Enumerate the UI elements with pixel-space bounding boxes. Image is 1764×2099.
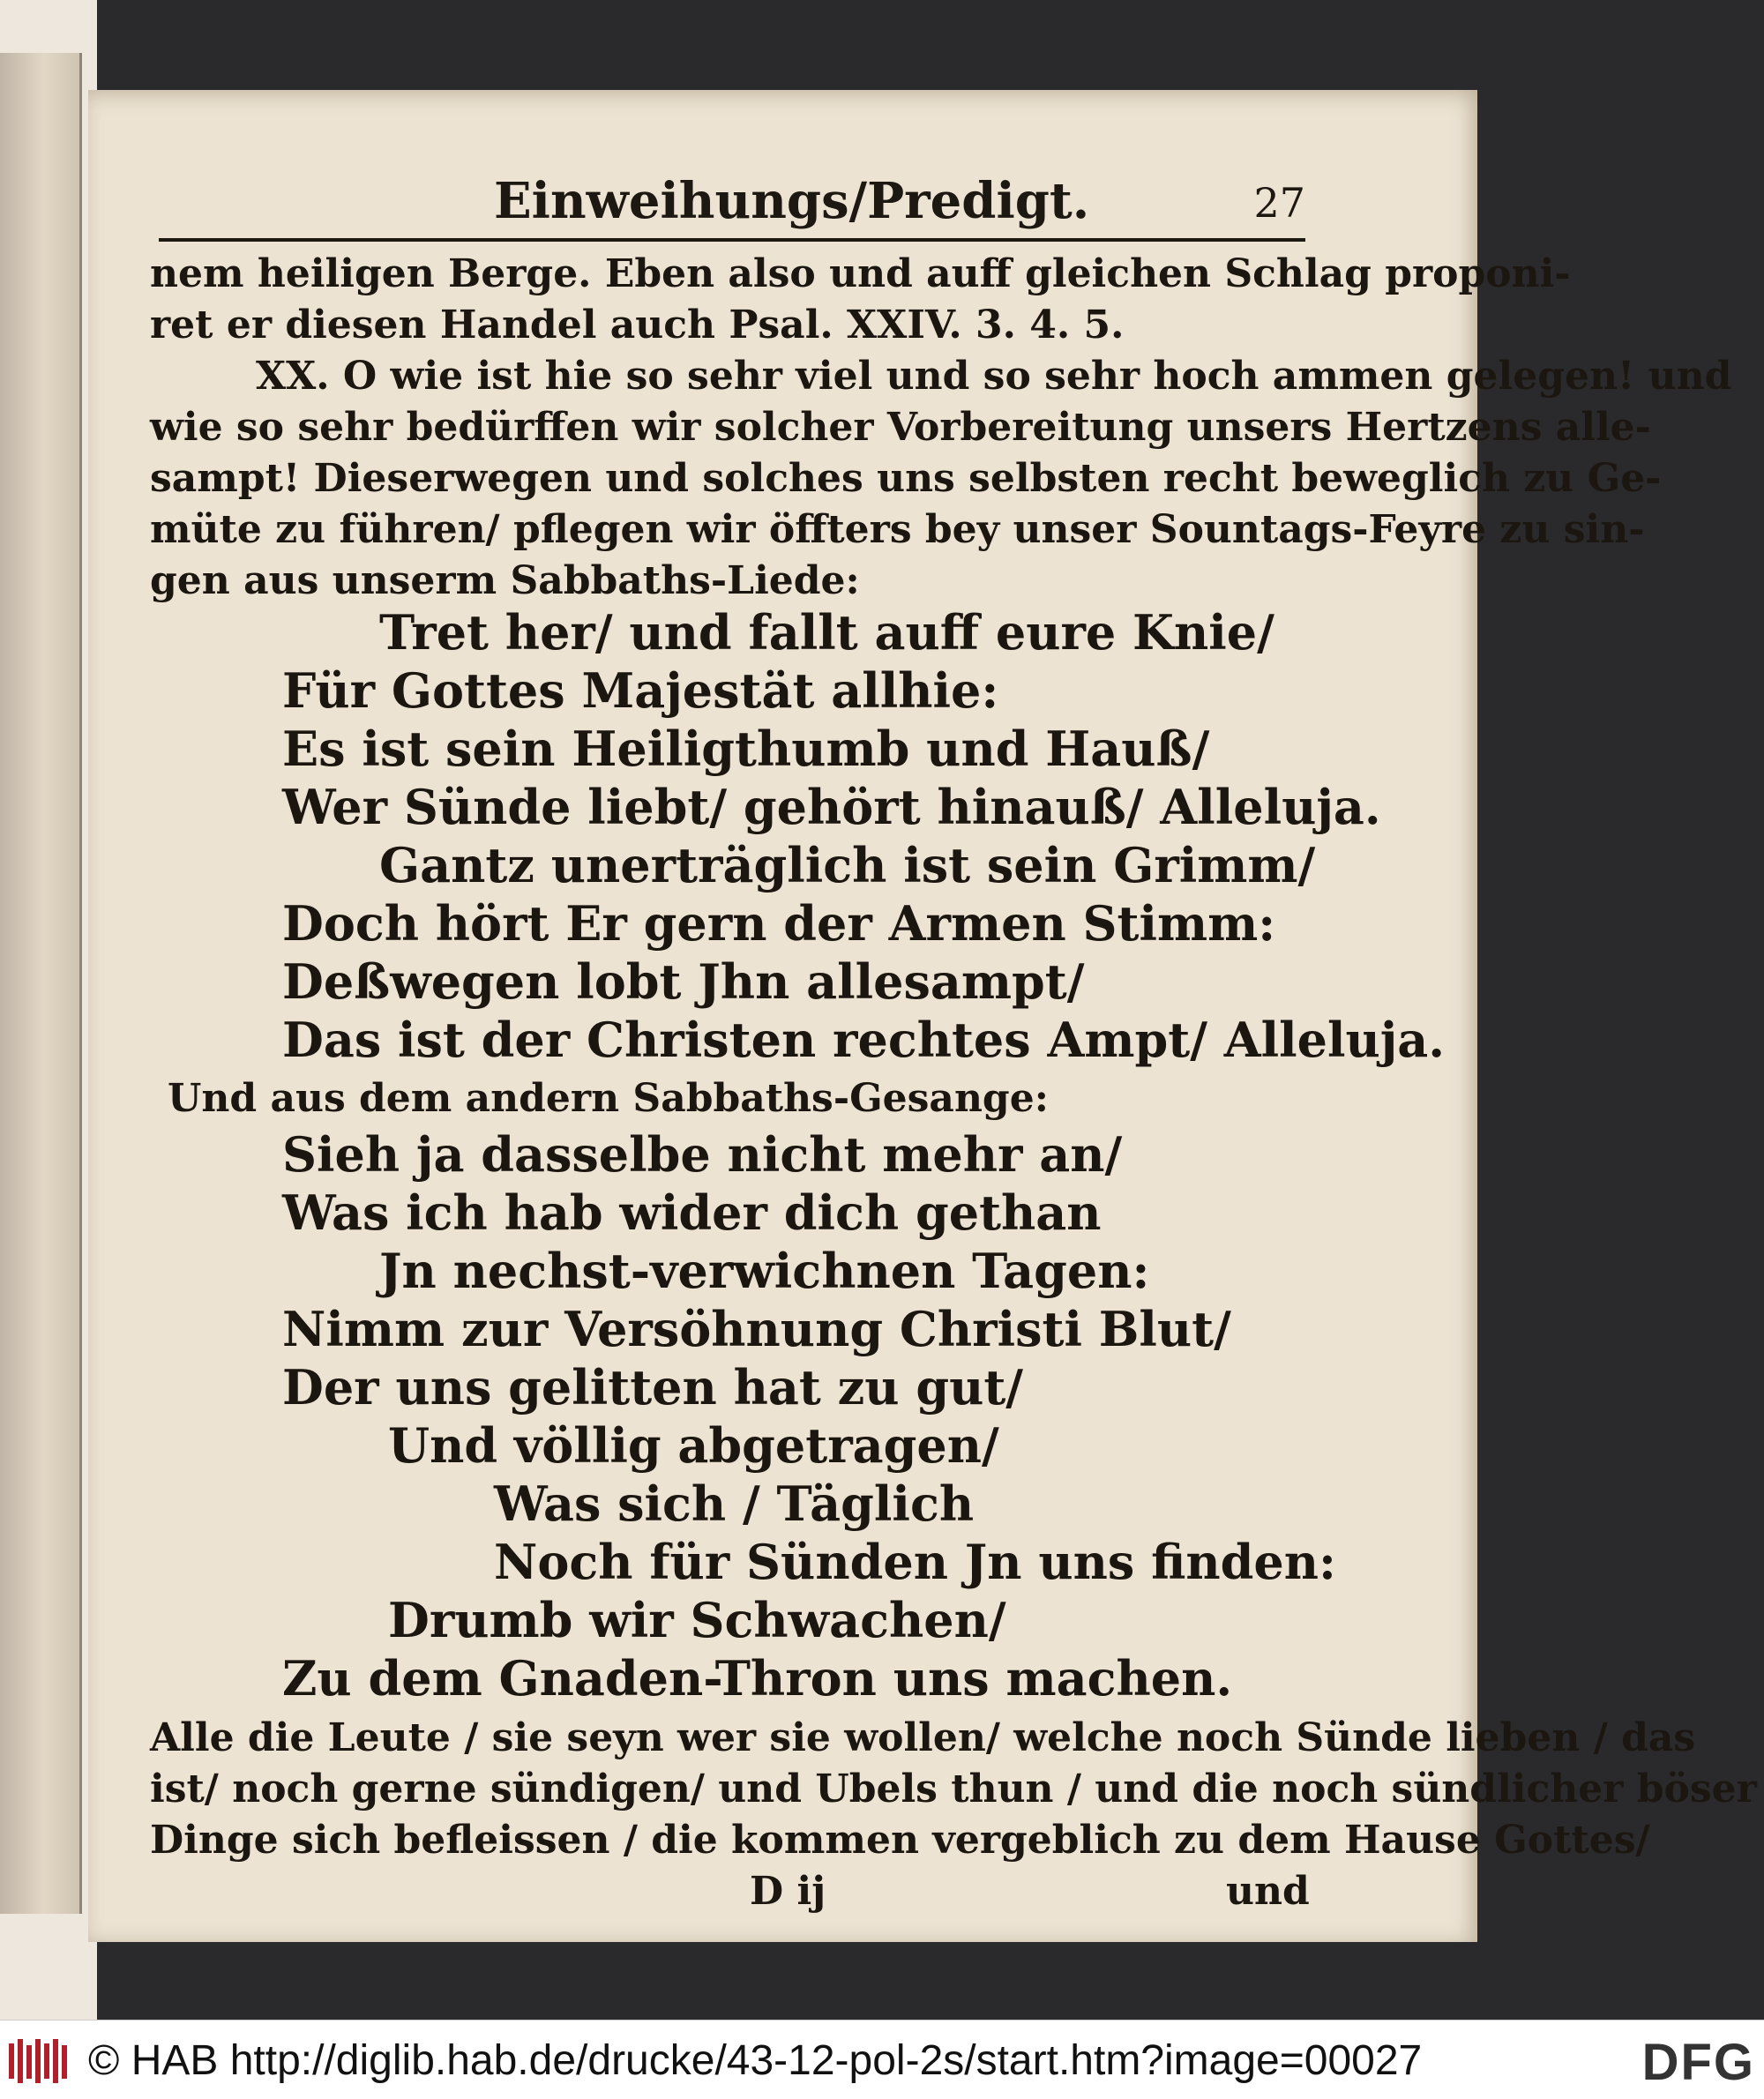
verse-line: Jn nechst-verwichnen Tagen:: [379, 1243, 1150, 1299]
verse-line: Der uns gelitten hat zu gut/: [282, 1359, 1024, 1416]
prose-line: gen aus unserm Sabbaths-Liede:: [150, 558, 860, 603]
header-rule: [159, 238, 1305, 242]
page-header: [159, 163, 1305, 243]
prose-line: nem heiligen Berge. Eben also und auff gleichen Schlag proponi-: [150, 251, 1571, 296]
prose-line: müte zu führen/ pflegen wir öffters bey unser Sountags-Feyre zu sin-: [150, 507, 1645, 552]
verse-line: Das ist der Christen rechtes Ampt/ Alleluja.: [282, 1012, 1446, 1068]
verse-line: Wer Sünde liebt/ gehört hinauß/ Alleluja.: [282, 779, 1381, 835]
prose-line: ret er diesen Handel auch Psal. XXIV. 3. 4. 5.: [150, 303, 1125, 347]
verse-line: Was sich / Täglich: [494, 1475, 975, 1532]
hab-logo-icon: [7, 2035, 69, 2088]
viewer-footer: [0, 2020, 1764, 2099]
catchword: und: [1226, 1869, 1310, 1914]
verse-line: Es ist sein Heiligthumb und Hauß/: [282, 721, 1210, 777]
verse-line: Was ich hab wider dich gethan: [282, 1184, 1102, 1241]
verse-line: Für Gottes Majestät allhie:: [282, 662, 999, 719]
copyright-url[interactable]: © HAB http://diglib.hab.de/drucke/43-12-pol-2s/start.htm?image=00027: [88, 2037, 1423, 2084]
verse-line: Zu dem Gnaden-Thron uns machen.: [282, 1650, 1233, 1707]
verse-line: Gantz unerträglich ist sein Grimm/: [379, 837, 1316, 893]
verse-line: Tret her/ und fallt auff eure Knie/: [379, 604, 1274, 661]
dfg-logo: DFG: [1641, 2034, 1755, 2091]
prose-line: sampt! Dieserwegen und solches uns selbsten recht beweglich zu Ge-: [150, 456, 1662, 501]
prose-line: Dinge sich befleissen / die kommen vergeblich zu dem Hause Gottes/: [150, 1818, 1650, 1863]
prose-line: XX. O wie ist hie so sehr viel und so sehr hoch ammen gelegen! und: [256, 354, 1732, 399]
verse-line: Nimm zur Versöhnung Christi Blut/: [282, 1301, 1231, 1357]
verse-line: Noch für Sünden Jn uns finden:: [494, 1534, 1336, 1590]
signature-mark: D ij: [750, 1869, 826, 1914]
verse-line: Sieh ja dasselbe nicht mehr an/: [282, 1126, 1123, 1183]
page-number: 27: [1253, 179, 1305, 227]
verse-line: Drumb wir Schwachen/: [388, 1592, 1006, 1648]
verse-line: Und völlig abgetragen/: [388, 1417, 999, 1474]
prose-line: Und aus dem andern Sabbaths-Gesange:: [168, 1076, 1049, 1121]
running-title: Einweihungs/Predigt.: [494, 172, 1090, 230]
verse-line: Deßwegen lobt Jhn allesampt/: [282, 953, 1085, 1010]
facing-page-edge: [0, 53, 82, 1914]
prose-line: wie so sehr bedürffen wir solcher Vorbereitung unsers Hertzens alle-: [150, 405, 1651, 450]
prose-line: Alle die Leute / sie seyn wer sie wollen/ welche noch Sünde lieben / das: [150, 1715, 1696, 1760]
verse-line: Doch hört Er gern der Armen Stimm:: [282, 895, 1276, 952]
prose-line: ist/ noch gerne sündigen/ und Ubels thun / und die noch sündlicher böser: [150, 1767, 1757, 1811]
